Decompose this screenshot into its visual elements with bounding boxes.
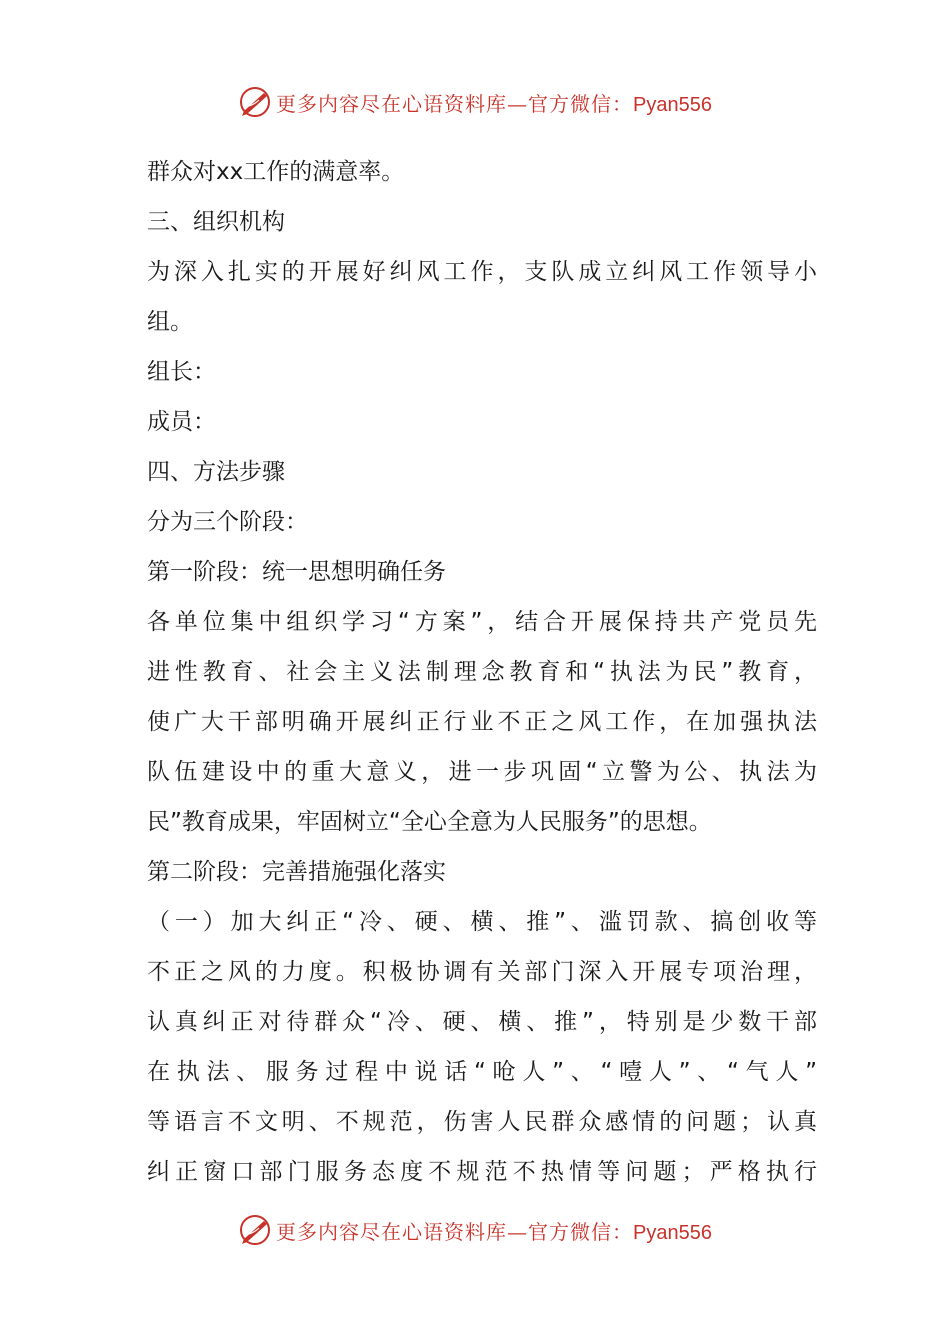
body-line: 民”教育成果，牢固树立“全心全意为人民服务”的思想。 [147, 809, 712, 835]
banner-text [276, 1216, 712, 1245]
body-line: 群众对xx工作的满意率。 [147, 159, 405, 185]
stage-heading: 第一阶段：统一思想明确任务 [147, 559, 446, 585]
pen-logo-icon [238, 85, 272, 119]
header-banner [0, 82, 950, 122]
banner-wechat-id: Pyan556 [633, 1221, 712, 1244]
body-line: 成员： [147, 409, 216, 435]
section-heading: 三、组织机构 [147, 209, 285, 235]
body-line: 不正之风的力度。积极协调有关部门深入开展专项治理， [147, 959, 817, 985]
body-line: 在执法、服务过程中说话“呛人”、“噎人”、“气人” [147, 1059, 817, 1085]
body-line: 为深入扎实的开展好纠风工作，支队成立纠风工作领导小 [147, 259, 817, 285]
body-line: 队伍建设中的重大意义，进一步巩固“立警为公、执法为 [147, 759, 817, 785]
banner-text [276, 88, 712, 117]
document-body [147, 147, 817, 1197]
body-line: 分为三个阶段： [147, 509, 308, 535]
body-line: 等语言不文明、不规范，伤害人民群众感情的问题；认真 [147, 1109, 817, 1135]
banner-slogan: 更多内容尽在心语资料库—官方微信： [276, 91, 634, 116]
body-line: （一）加大纠正“冷、硬、横、推”、滥罚款、搞创收等 [147, 909, 817, 935]
body-line: 使广大干部明确开展纠正行业不正之风工作，在加强执法 [147, 709, 817, 735]
section-heading: 四、方法步骤 [147, 459, 285, 485]
body-line: 组。 [147, 309, 193, 335]
banner-slogan: 更多内容尽在心语资料库—官方微信： [276, 1219, 634, 1244]
pen-logo-icon [238, 1213, 272, 1247]
body-line: 各单位集中组织学习“方案”，结合开展保持共产党员先 [147, 609, 817, 635]
body-line: 组长： [147, 359, 216, 385]
stage-heading: 第二阶段：完善措施强化落实 [147, 859, 446, 885]
body-line: 纠正窗口部门服务态度不规范不热情等问题；严格执行 [147, 1159, 817, 1185]
body-line: 认真纠正对待群众“冷、硬、横、推”，特别是少数干部 [147, 1009, 817, 1035]
body-line: 进性教育、社会主义法制理念教育和“执法为民”教育， [147, 659, 817, 685]
footer-banner [0, 1210, 950, 1250]
banner-wechat-id: Pyan556 [633, 93, 712, 116]
